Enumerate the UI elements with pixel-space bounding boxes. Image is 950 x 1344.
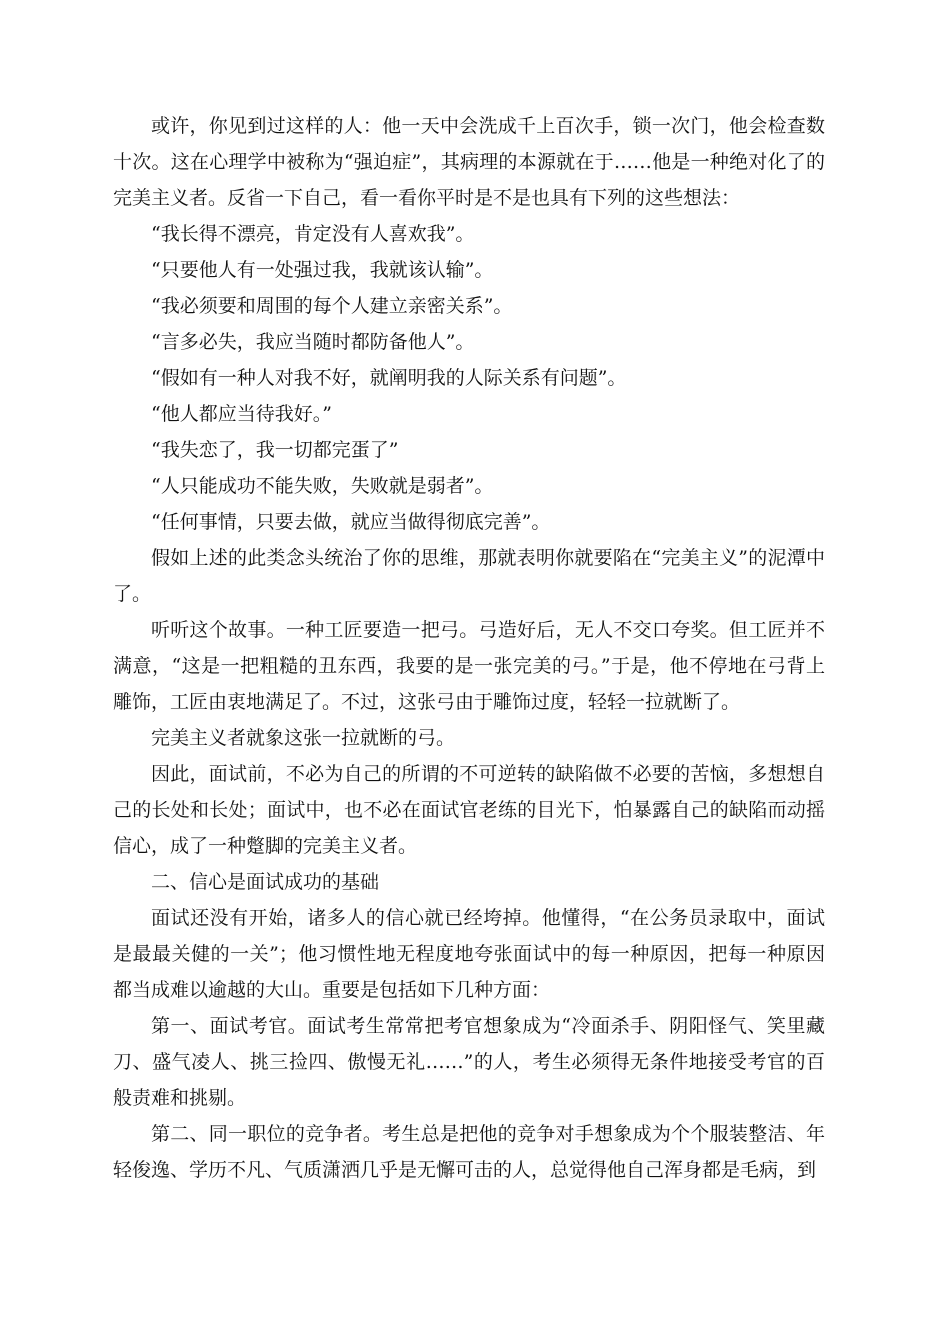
- paragraph: “人只能成功不能失败，失败就是弱者”。: [151, 475, 494, 497]
- paragraph: “他人都应当待我好。”: [151, 403, 332, 425]
- paragraph: “我必须要和周围的每个人建立亲密关系”。: [151, 295, 513, 317]
- paragraph: 第二、同一职位的竞争者。考生总是把他的竞争对手想象成为个个服装整洁、年轻俊逸、学历不凡、气质潇洒几乎是无懈可击的人，总觉得他自己浑身都是毛病，到: [113, 1123, 825, 1181]
- paragraph: “言多必失，我应当随时都防备他人”。: [151, 331, 475, 353]
- paragraph: 第一、面试考官。面试考生常常把考官想象成为“冷面杀手、阴阳怪气、笑里藏刀、盛气凌人、挑三捡四、傲慢无礼……”的人，考生必须得无条件地接受考官的百般责难和挑剔。: [113, 1015, 825, 1109]
- paragraph: 面试还没有开始，诸多人的信心就已经垮掉。他懂得，“在公务员录取中，面试是最最关健的一关”；他习惯性地无程度地夸张面试中的每一种原因，把每一种原因都当成难以逾越的大山。重要是包括如下几种方面：: [113, 907, 825, 1001]
- paragraph: 听听这个故事。一种工匠要造一把弓。弓造好后，无人不交口夸奖。但工匠并不满意，“这是一把粗糙的丑东西，我要的是一张完美的弓。”于是，他不停地在弓背上雕饰，工匠由衷地满足了。不过，这张弓由于雕饰过度，轻轻一拉就断了。: [113, 619, 825, 713]
- paragraph: 完美主义者就象这张一拉就断的弓。: [151, 727, 456, 749]
- document-body: [113, 108, 825, 1188]
- paragraph: 因此，面试前，不必为自己的所谓的不可逆转的缺陷做不必要的苦恼，多想想自己的长处和长处；面试中，也不必在面试官老练的目光下，怕暴露自己的缺陷而动摇信心，成了一种蹩脚的完美主义者。: [113, 763, 825, 857]
- paragraph: “我失恋了，我一切都完蛋了”: [151, 439, 399, 461]
- paragraph: 假如上述的此类念头统治了你的思维，那就表明你就要陷在“完美主义”的泥潭中了。: [113, 547, 825, 605]
- paragraph: 或许，你见到过这样的人：他一天中会洗成千上百次手，锁一次门，他会检查数十次。这在心理学中被称为“强迫症”，其病理的本源就在于……他是一种绝对化了的完美主义者。反省一下自己，看一看你平时是不是也具有下列的这些想法：: [113, 115, 825, 209]
- paragraph: “假如有一种人对我不好，就阐明我的人际关系有问题”。: [151, 367, 627, 389]
- paragraph: “只要他人有一处强过我，我就该认输”。: [151, 259, 494, 281]
- section-heading: 二、信心是面试成功的基础: [151, 871, 380, 893]
- paragraph: “我长得不漂亮，肯定没有人喜欢我”。: [151, 223, 475, 245]
- paragraph: “任何事情，只要去做，就应当做得彻底完善”。: [151, 511, 551, 533]
